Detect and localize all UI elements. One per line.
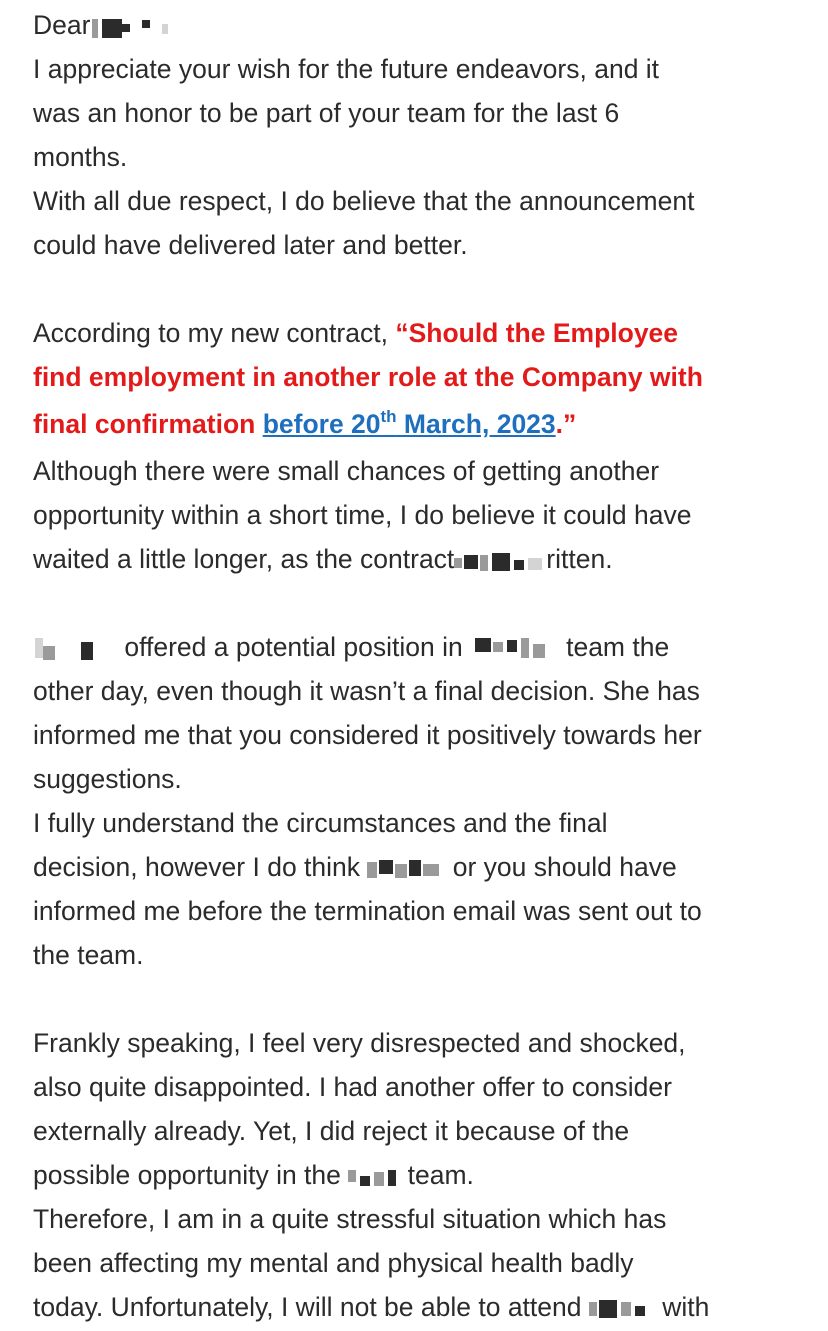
p1-line4: With all due respect, I do believe that the announcement (33, 186, 695, 216)
contract-quote-part2: find employment in another role at the Company with (33, 362, 703, 392)
p3-line3: informed me that you considered it positively towards her (33, 720, 702, 750)
p4-line5: Therefore, I am in a quite stressful situation which has (33, 1204, 667, 1234)
deadline-date-link[interactable] (263, 409, 556, 439)
p3-line1-text: offered a potential position in (117, 632, 463, 662)
p3-line6-start: decision, however I do think (33, 852, 368, 882)
p4-line1: Frankly speaking, I feel very disrespected and shocked, (33, 1028, 686, 1058)
p2-line6-start: waited a little longer, as the contract (33, 544, 455, 574)
p3-line2: other day, even though it wasn’t a final decision. She has (33, 676, 700, 706)
paragraph-gap (33, 267, 823, 311)
p2-line4: Although there were small chances of getting another (33, 456, 660, 486)
email-body (33, 3, 823, 1329)
p1-line1: I appreciate your wish for the future endeavors, and it (33, 54, 660, 84)
p4-line7-end: with (654, 1292, 710, 1322)
date-prefix: before 20 (262, 409, 381, 439)
greeting-line (33, 3, 823, 47)
date-ordinal: th (380, 407, 397, 426)
p3-line7: informed me before the termination email was sent out to (33, 896, 702, 926)
redacted-text (454, 550, 546, 572)
contract-quote-part3: final confirmation (33, 409, 263, 439)
p3-line5: I fully understand the circumstances and the final (33, 808, 608, 838)
p2-line6 (33, 537, 823, 581)
redacted-team-name (348, 1166, 400, 1188)
greeting: Dear (33, 10, 91, 40)
p3-line8: the team. (33, 940, 144, 970)
redacted-name (33, 638, 117, 660)
p3-line6 (33, 845, 823, 889)
p1-line5: could have delivered later and better. (33, 230, 468, 260)
contract-intro: According to my new contract, (33, 318, 396, 348)
date-suffix: March, 2023 (396, 409, 556, 439)
p4-line4-end: team. (400, 1160, 474, 1190)
redacted-team-name (463, 638, 559, 660)
p4-line2: also quite disappointed. I had another offer to consider (33, 1072, 672, 1102)
p3-line4: suggestions. (33, 764, 182, 794)
p4-line4 (33, 1153, 823, 1197)
p3-line6-end: or you should have (445, 852, 677, 882)
contract-quote-part1: “Should the Employee (395, 318, 679, 348)
p4-line6: been affecting my mental and physical health badly (33, 1248, 634, 1278)
p4-line7-start: today. Unfortunately, I will not be able to attend (33, 1292, 589, 1322)
p4-line3: externally already. Yet, I did reject it because of the (33, 1116, 630, 1146)
p4-line4-start: possible opportunity in the (33, 1160, 349, 1190)
p2-line3 (33, 399, 823, 449)
p1-line2: was an honor to be part of your team for the last 6 (33, 98, 620, 128)
redacted-name (90, 16, 172, 38)
p3-line1-end: team the (558, 632, 670, 662)
paragraph-gap (33, 977, 823, 1021)
paragraph-gap (33, 581, 823, 625)
p2-line6-end: ritten. (546, 544, 613, 574)
redacted-name (367, 858, 445, 880)
p4-line7 (33, 1285, 823, 1329)
p1-line3: months. (33, 142, 128, 172)
p3-line1 (33, 625, 823, 669)
p2-line1 (33, 311, 823, 355)
contract-quote-end: .” (555, 409, 577, 439)
p2-line5: opportunity within a short time, I do believe it could have (33, 500, 692, 530)
redacted-name (589, 1298, 655, 1320)
